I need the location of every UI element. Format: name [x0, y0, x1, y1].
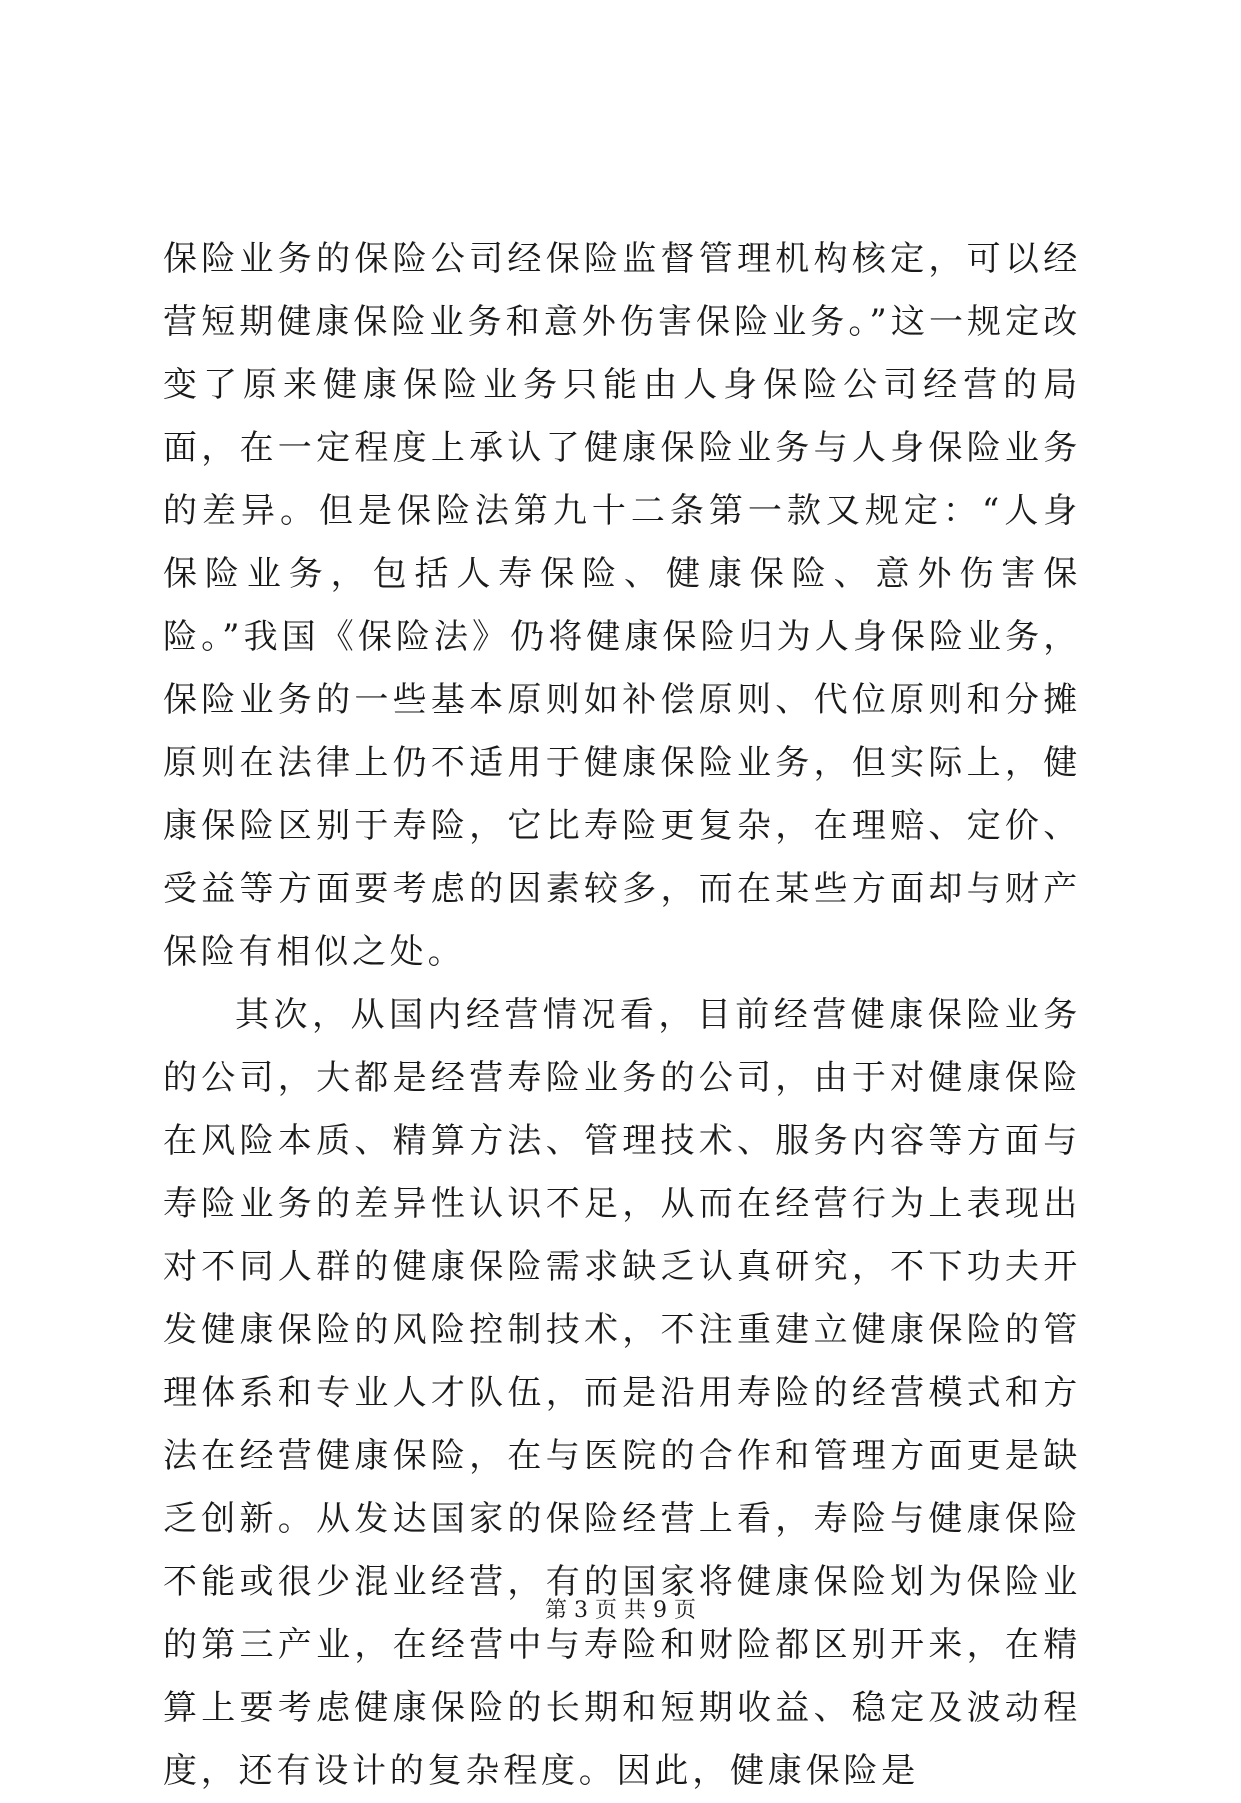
paragraph-continuation: 保险业务的保险公司经保险监督管理机构核定，可以经营短期健康保险业务和意外伤害保险业务。”这一规定改变了原来健康保险业务只能由人身保险公司经营的局面，在一定程度上承认了健康保险业务与人身保险业务的差异。但是保险法第九十二条第一款又规定：“人身保险业务，包括人寿保险、健康保险、意外伤害保险。”我国《保险法》仍将健康保险归为人身保险业务，保险业务的一些基本原则如补偿原则、代位原则和分摊原则在法律上仍不适用于健康保险业务，但实际上，健康保险区别于寿险，它比寿险更复杂，在理赔、定价、受益等方面要考虑的因素较多，而在某些方面却与财产保险有相似之处。	[163, 239, 1081, 972]
paragraph-second: 其次，从国内经营情况看，目前经营健康保险业务的公司，大都是经营寿险业务的公司，由于对健康保险在风险本质、精算方法、管理技术、服务内容等方面与寿险业务的差异性认识不足，从而在经营行为上表现出对不同人群的健康保险需求缺乏认真研究，不下功夫开发健康保险的风险控制技术，不注重建立健康保险的管理体系和专业人才队伍，而是沿用寿险的经营模式和方法在经营健康保险，在与医院的合作和管理方面更是缺乏创新。从发达国家的保险经营上看，寿险与健康保险不能或很少混业经营，有的国家将健康保险划为保险业的第三产业，在经营中与寿险和财险都区别开来，在精算上要考虑健康保险的长期和短期收益、稳定及波动程度，还有设计的复杂程度。因此，健康保险是	[163, 995, 1081, 1791]
document-body	[163, 228, 1081, 1803]
page-footer: 第 3 页 共 9 页	[545, 1598, 696, 1623]
